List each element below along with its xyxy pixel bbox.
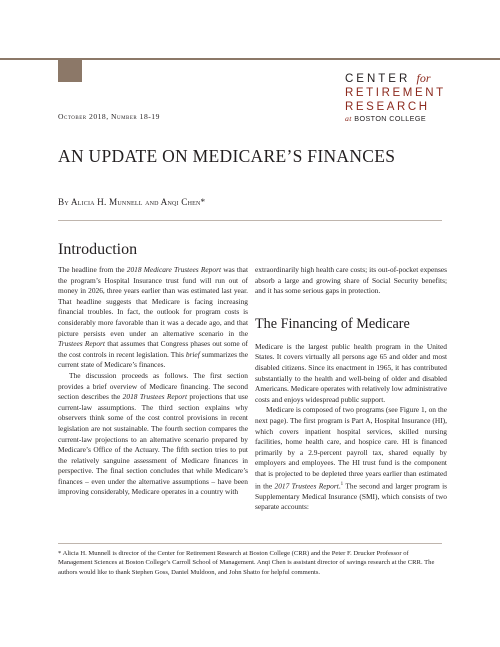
crr-logo[interactable] bbox=[345, 72, 465, 124]
footnote-rule bbox=[58, 543, 442, 544]
financing-paragraph-2: Medicare is composed of two programs (see Figure 1, on the next page). The first program is Part A, Hospital Insurance (HI), which covers inpatient hospital services, skilled nursing facilities, home health care, and hospice care. HI is financed primarily by a 2.9-percent payroll tax, shared equally by employers and employees. The HI trust fund is the component that is projected to be depleted three years earlier than estimated in the 2017 Trustees Report.$^1$ The second and larger program is Supplementary Medical Insurance (SMI), which consists of two separate accounts: bbox=[255, 405, 448, 512]
authors-line: By Alicia H. Munnell and Anqi Chen* bbox=[58, 197, 206, 207]
logo-line-4: at BOSTON COLLEGE bbox=[345, 114, 427, 123]
intro-paragraph-3: extraordinarily high health care costs; its out-of-pocket expenses absorb a large and growing share of Social Security benefits; and it has some serious gaps in protection. bbox=[255, 265, 447, 296]
financing-heading: The Financing of Medicare bbox=[255, 315, 410, 332]
right-column bbox=[255, 265, 447, 513]
header-accent-block bbox=[58, 58, 82, 82]
divider bbox=[58, 220, 442, 221]
left-column bbox=[58, 265, 248, 498]
page-title: AN UPDATE ON MEDICARE’S FINANCES bbox=[58, 146, 396, 166]
logo-line-3: RESEARCH bbox=[345, 101, 430, 113]
author-footnote: * Alicia H. Munnell is director of the Center for Retirement Research at Boston College (CRR) and the Peter F. Drucker Professor of Management Sciences at Boston College’s Carroll School of Management. Anqi Chen is assistant director of savings research at the CRR. The authors would like to thank Stephen Goss, Daniel Muldoon, and John Shatto for helpful comments. bbox=[58, 550, 435, 576]
introduction-heading: Introduction bbox=[58, 241, 138, 258]
footnote-ref[interactable]: 1 bbox=[340, 481, 344, 487]
issue-line: October 2018, Number 18-19 bbox=[58, 112, 160, 121]
intro-paragraph-1: The headline from the 2018 Medicare Trustees Report was that the program’s Hospital Insurance trust fund will run out of money in 2026, three years earlier than was estimated last year. That headline suggests that Medicare is facing increasing financial troubles. In fact, the outlook for program costs is considerably more favorable than it was a decade ago, and that picture persists even under an alternative scenario in the Trustees Report that assumes that Congress phases out some of the cost controls in recent legislation. This brief summarizes the current state of Medicare’s finances. bbox=[58, 265, 249, 370]
logo-line-1: CENTER for bbox=[345, 71, 431, 85]
logo-line-2: RETIREMENT bbox=[345, 87, 446, 99]
intro-paragraph-2: The discussion proceeds as follows. The first section provides a brief overview of Medicare financing. The second section describes the 2018 Trustees Report projections that use current-law assumptions. The third section explains why observers think some of the cost control provisions in recent legislation are not sustainable. The fourth section compares the current-law projections to an alternative scenario prepared by Medicare’s Office of the Actuary. The fifth section tries to put the relatively sanguine assessment of Medicare finances in perspective. The final section concludes that while Medicare’s finances – even under the alternative assumptions – have been improving considerably, Medicare operates in a country with bbox=[58, 370, 248, 497]
financing-paragraph-1: Medicare is the largest public health program in the United States. It covers virtually all persons age 65 and older and most disabled citizens. Since its enactment in 1965, it has contributed substantially to the health and well-being of older and disabled Americans. Medicare operates with relatively low administrative costs and enjoys widespread public support. bbox=[255, 341, 447, 404]
